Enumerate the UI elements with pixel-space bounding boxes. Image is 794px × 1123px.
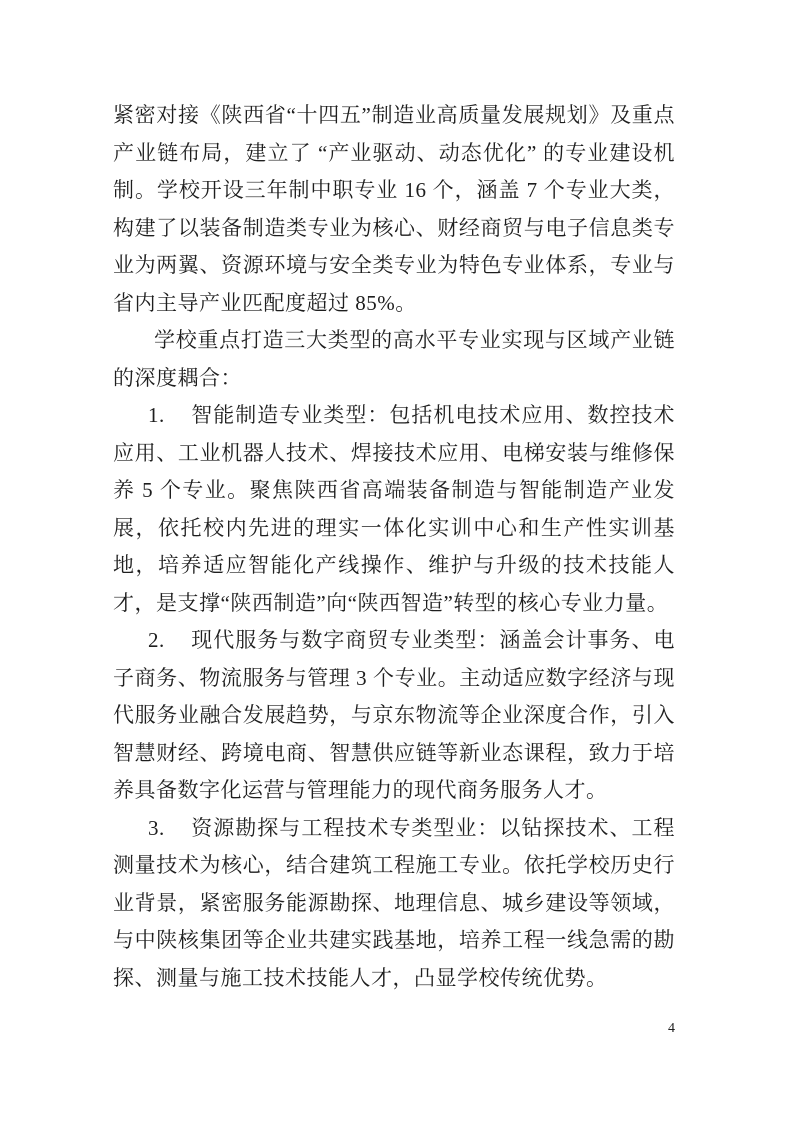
list-item-1	[113, 397, 675, 622]
list-item-3-text: 资源勘探与工程技术专类型业：以钻探技术、工程测量技术为核心，结合建筑工程施工专业。依托学校历史行业背景，紧密服务能源勘探、地理信息、城乡建设等领域，与中陕核集团等企业共建实践基地，培养工程一线急需的勘探、测量与施工技术技能人才，凸显学校传统优势。	[113, 815, 675, 990]
paragraph-overview: 紧密对接《陕西省“十四五”制造业高质量发展规划》及重点产业链布局，建立了 “产业驱动、动态优化” 的专业建设机制。学校开设三年制中职专业 16 个，涵盖 7 个专业大类，构建了以装备制造类专业为核心、财经商贸与电子信息类专业为两翼、资源环境与安全类专业为特色专业体系，专业与省内主导产业匹配度超过 85%。	[113, 103, 675, 315]
list-item-2	[113, 622, 675, 810]
list-item-1-number: 1.	[148, 403, 165, 427]
document-body	[113, 97, 675, 997]
list-item-1-text: 智能制造专业类型：包括机电技术应用、数控技术应用、工业机器人技术、焊接技术应用、电梯安装与维修保养 5 个专业。聚焦陕西省高端装备制造与智能制造产业发展，依托校内先进的理实一体化实训中心和生产性实训基地，培养适应智能化产线操作、维护与升级的技术技能人才，是支撑“陕西制造”向“陕西智造”转型的核心专业力量。	[113, 403, 675, 615]
list-item-3-number: 3.	[148, 815, 165, 840]
page-footer	[113, 1020, 675, 1038]
page-number: 4	[668, 1021, 675, 1036]
list-item-2-number: 2.	[148, 628, 165, 652]
list-item-3	[113, 810, 675, 998]
list-item-2-text: 现代服务与数字商贸专业类型：涵盖会计事务、电子商务、物流服务与管理 3 个专业。主动适应数字经济与现代服务业融合发展趋势，与京东物流等企业深度合作，引入智慧财经、跨境电商、智慧供应链等新业态课程，致力于培养具备数字化运营与管理能力的现代商务服务人才。	[113, 628, 675, 802]
paragraph-lead-in: 学校重点打造三大类型的高水平专业实现与区域产业链的深度耦合：	[113, 328, 675, 390]
